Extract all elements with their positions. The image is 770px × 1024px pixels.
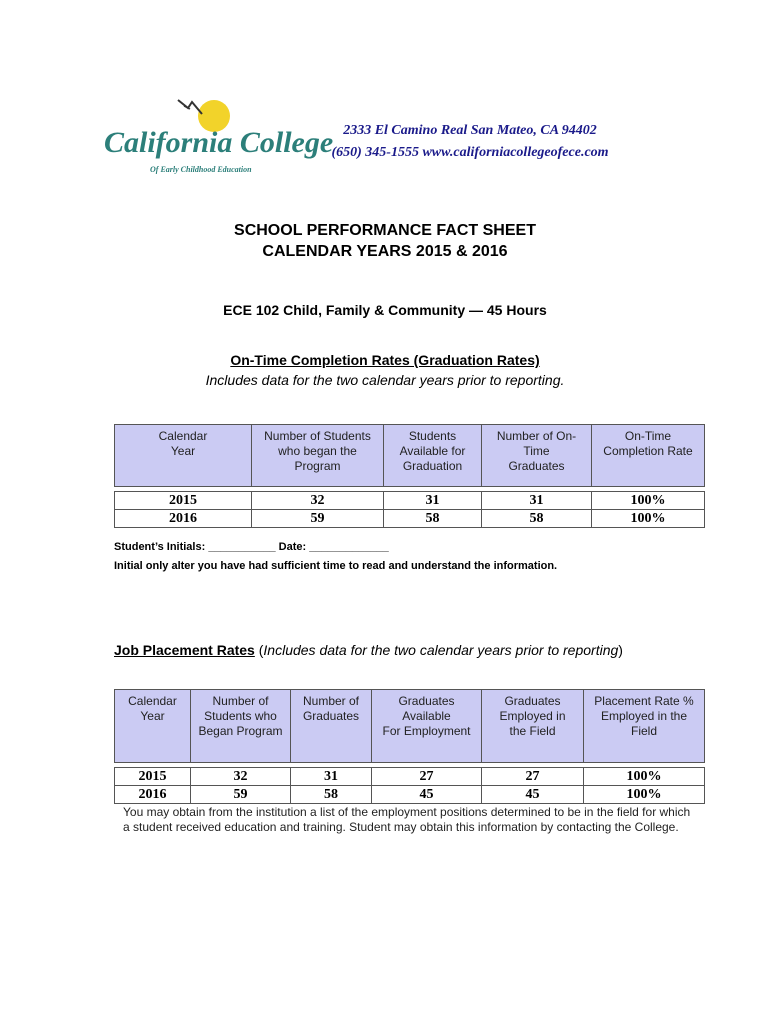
course-title: ECE 102 Child, Family & Community — 45 Hours xyxy=(223,302,547,318)
column-header-line: Number of On- xyxy=(496,429,577,443)
column-header-line: Graduates xyxy=(504,694,561,708)
completion-header-row xyxy=(115,425,705,487)
table-cell: 45 xyxy=(372,786,482,804)
table-cell: 31 xyxy=(291,768,372,786)
address-line: 2333 El Camino Real San Mateo, CA 94402 xyxy=(343,123,597,138)
column-header-line: Available xyxy=(402,709,451,723)
placement-heading: Job Placement Rates xyxy=(114,642,255,658)
page-title: SCHOOL PERFORMANCE FACT SHEET xyxy=(234,222,536,239)
college-logo xyxy=(100,92,334,182)
table-cell: 2016 xyxy=(115,510,252,528)
column-header-line: Year xyxy=(140,709,165,723)
completion-subheading: Includes data for the two calendar years prior to reporting. xyxy=(205,372,565,388)
column-header xyxy=(592,425,705,487)
column-header xyxy=(291,690,372,763)
column-header-line: Employed in the xyxy=(600,709,688,723)
contact-line: (650) 345-1555 www.californiacollegeofece.com xyxy=(331,145,609,160)
column-header xyxy=(584,690,705,763)
table-row xyxy=(115,492,705,510)
column-header xyxy=(115,690,191,763)
table-cell: 2015 xyxy=(115,768,191,786)
column-header-line: Placement Rate % xyxy=(594,694,694,708)
initials-line: Student’s Initials: ___________ Date: _____________ xyxy=(114,541,389,553)
table-cell: 100% xyxy=(592,510,705,528)
table-cell: 27 xyxy=(482,768,584,786)
table-cell: 100% xyxy=(584,768,705,786)
table-cell: 59 xyxy=(252,510,384,528)
table-cell: 27 xyxy=(372,768,482,786)
placement-header-row xyxy=(115,690,705,763)
logo-graphic xyxy=(100,92,334,182)
column-header xyxy=(384,425,482,487)
column-header xyxy=(372,690,482,763)
logo-tagline: Of Early Childhood Education xyxy=(150,165,252,174)
table-cell: 2016 xyxy=(115,786,191,804)
column-header-line: Began Program xyxy=(198,724,283,738)
table-cell: 2015 xyxy=(115,492,252,510)
column-header-line: For Employment xyxy=(382,724,471,738)
column-header xyxy=(482,690,584,763)
completion-table xyxy=(114,424,705,528)
logo-name: California College xyxy=(104,126,334,159)
table-row xyxy=(115,510,705,528)
column-header-line: Calendar xyxy=(158,429,208,443)
table-cell: 32 xyxy=(252,492,384,510)
table-cell: 31 xyxy=(482,492,592,510)
table-row xyxy=(115,768,705,786)
table-cell: 31 xyxy=(384,492,482,510)
column-header xyxy=(252,425,384,487)
table-cell: 100% xyxy=(592,492,705,510)
initials-note: Initial only alter you have had sufficient time to read and understand the information. xyxy=(114,560,558,572)
table-cell: 32 xyxy=(191,768,291,786)
column-header-line: Available for xyxy=(399,444,466,458)
column-header-line: Program xyxy=(294,459,341,473)
column-header-line: On-Time xyxy=(624,429,672,443)
placement-subheading: Includes data for the two calendar years prior to reporting xyxy=(263,642,619,658)
placement-paren-open: ( xyxy=(254,642,264,658)
column-header-line: Graduates xyxy=(398,694,455,708)
table-row xyxy=(115,786,705,804)
column-header-line: Employed in xyxy=(499,709,566,723)
table-cell: 45 xyxy=(482,786,584,804)
column-header-line: Students who xyxy=(204,709,277,723)
column-header-line: Time xyxy=(523,444,550,458)
column-header-line: Completion Rate xyxy=(603,444,693,458)
column-header-line: Students xyxy=(408,429,457,443)
table-cell: 58 xyxy=(291,786,372,804)
page-subtitle: CALENDAR YEARS 2015 & 2016 xyxy=(262,243,508,260)
column-header-line: Graduates xyxy=(302,709,360,723)
placement-paren-close: ) xyxy=(618,642,623,658)
column-header-line: Field xyxy=(630,724,657,738)
column-header-line: Graduates xyxy=(508,459,565,473)
table-cell: 59 xyxy=(191,786,291,804)
placement-table xyxy=(114,689,705,804)
column-header-line: the Field xyxy=(509,724,556,738)
column-header xyxy=(115,425,252,487)
table-cell: 58 xyxy=(482,510,592,528)
column-header xyxy=(191,690,291,763)
column-header-line: Graduation xyxy=(402,459,463,473)
column-header-line: Number of xyxy=(302,694,360,708)
completion-heading: On-Time Completion Rates (Graduation Rates) xyxy=(230,352,540,368)
table-cell: 58 xyxy=(384,510,482,528)
placement-footnote: You may obtain from the institution a list of the employment positions determined to be in the field for which a student received education and training. Student may obtain this information by contacting the College. xyxy=(123,805,691,834)
column-header-line: Year xyxy=(170,444,196,458)
column-header xyxy=(482,425,592,487)
placement-heading-line xyxy=(114,642,623,658)
column-header-line: Number of Students xyxy=(264,429,371,443)
table-cell: 100% xyxy=(584,786,705,804)
column-header-line: who began the xyxy=(278,444,357,458)
column-header-line: Calendar xyxy=(128,694,177,708)
address-block xyxy=(300,120,640,164)
column-header-line: Number of xyxy=(212,694,269,708)
